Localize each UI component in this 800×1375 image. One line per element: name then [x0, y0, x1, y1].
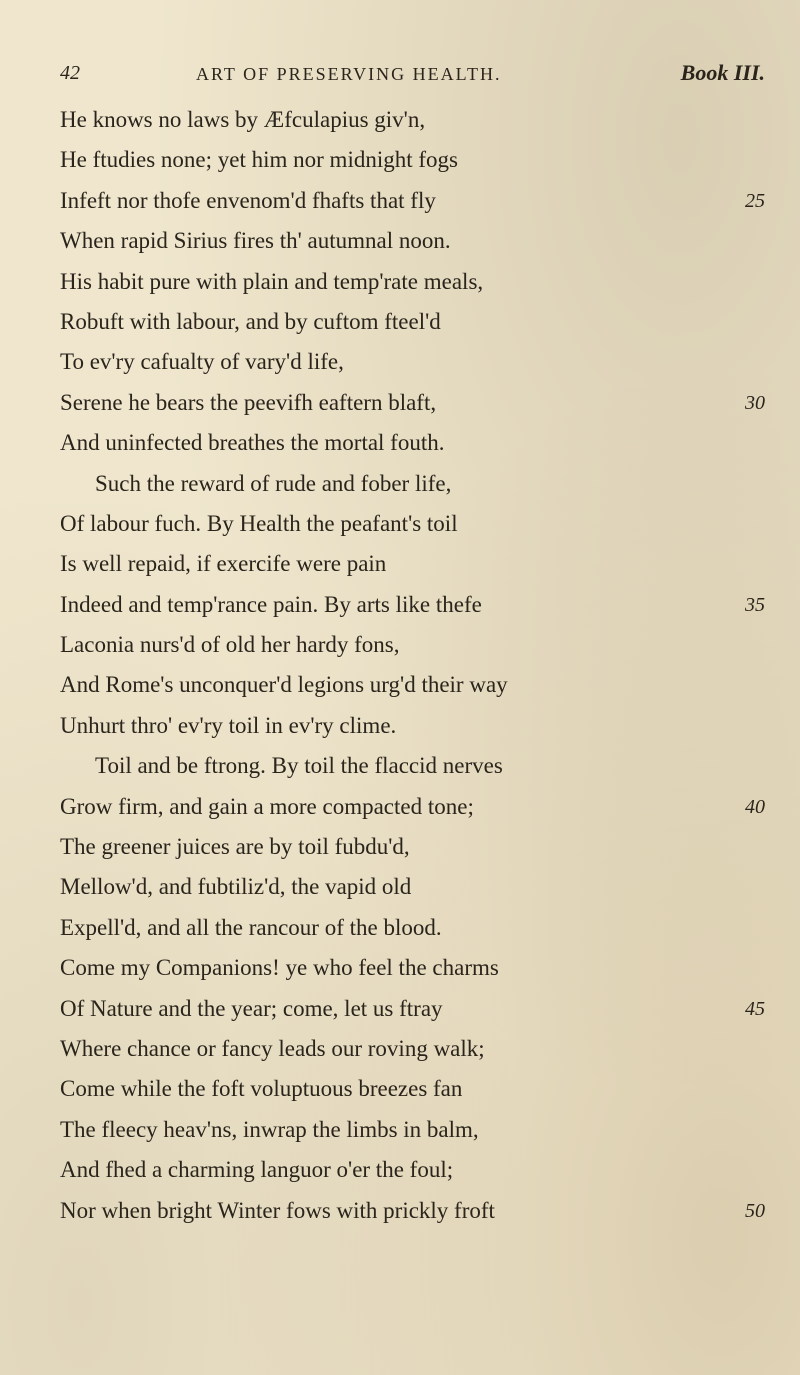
poem-line	[60, 342, 765, 382]
poem-line-text: The greener juices are by toil fubdu'd,	[60, 834, 410, 860]
poem-line-text: He ftudies none; yet him nor midnight fogs	[60, 147, 458, 173]
poem-line-text: To ev'ry cafualty of vary'd life,	[60, 349, 344, 375]
poem-line	[60, 544, 765, 584]
poem-line	[60, 1110, 765, 1150]
poem-line	[60, 746, 765, 786]
poem-line	[60, 140, 765, 180]
poem-line-text: Grow firm, and gain a more compacted tone;	[60, 793, 474, 819]
poem-line	[60, 181, 765, 221]
poem-line	[60, 989, 765, 1029]
line-number: 45	[745, 997, 765, 1020]
poem-line-text: Expell'd, and all the rancour of the blood.	[60, 914, 442, 940]
line-number: 25	[745, 189, 765, 212]
poem-line	[60, 1150, 765, 1190]
poem-line-text: And fhed a charming languor o'er the foul;	[60, 1157, 454, 1183]
poem-line	[60, 100, 765, 140]
poem-line	[60, 221, 765, 261]
page-number: 42	[60, 62, 80, 84]
poem-line	[60, 867, 765, 907]
poem-line-text: And Rome's unconquer'd legions urg'd their way	[60, 672, 508, 698]
poem-line	[60, 504, 765, 544]
poem-line	[60, 1069, 765, 1109]
poem-line-text: When rapid Sirius fires th' autumnal noon.	[60, 228, 451, 254]
poem-line-text: Infeft nor thofe envenom'd fhafts that fly	[60, 187, 436, 213]
poem-body	[60, 100, 765, 1231]
poem-line	[60, 1029, 765, 1069]
poem-line-text: He knows no laws by Æfculapius giv'n,	[60, 107, 426, 132]
poem-line-text: Nor when bright Winter fows with prickly froft	[60, 1197, 495, 1223]
poem-line-text: And uninfected breathes the mortal fouth.	[60, 430, 445, 456]
poem-line-text: His habit pure with plain and temp'rate meals,	[60, 268, 484, 294]
line-number: 35	[745, 593, 765, 616]
poem-line-text: Where chance or fancy leads our roving walk;	[60, 1035, 485, 1061]
poem-line-text: Serene he bears the peevifh eaftern blaft,	[60, 389, 437, 415]
poem-line-text: Laconia nurs'd of old her hardy fons,	[60, 632, 400, 658]
poem-line	[60, 948, 765, 988]
poem-line-text: Of labour fuch. By Health the peafant's toil	[60, 510, 458, 536]
line-number: 50	[745, 1199, 765, 1222]
poem-line-text: Is well repaid, if exercife were pain	[60, 551, 387, 577]
poem-line-text: Unhurt thro' ev'ry toil in ev'ry clime.	[60, 712, 397, 738]
poem-line-text: Robuft with labour, and by cuftom fteel'd	[60, 308, 441, 334]
poem-line	[60, 464, 765, 504]
poem-line	[60, 787, 765, 827]
poem-line-text: Such the reward of rude and fober life,	[95, 470, 452, 496]
running-title: ART OF PRESERVING HEALTH.	[196, 64, 502, 84]
book-label: Book III.	[680, 60, 765, 85]
poem-line	[60, 706, 765, 746]
poem-line	[60, 423, 765, 463]
page-header	[60, 62, 765, 92]
poem-line	[60, 908, 765, 948]
poem-line	[60, 302, 765, 342]
poem-line-text: Of Nature and the year; come, let us ftray	[60, 995, 443, 1021]
poem-line-text: Mellow'd, and fubtiliz'd, the vapid old	[60, 874, 412, 900]
poem-line-text: Indeed and temp'rance pain. By arts like thefe	[60, 591, 482, 617]
poem-line	[60, 585, 765, 625]
line-number: 30	[745, 391, 765, 414]
poem-line	[60, 625, 765, 665]
poem-line	[60, 1191, 765, 1231]
poem-line	[60, 262, 765, 302]
line-number: 40	[745, 795, 765, 818]
poem-line	[60, 383, 765, 423]
poem-line	[60, 827, 765, 867]
poem-line-text: Come my Companions! ye who feel the charms	[60, 955, 499, 981]
poem-line-text: Toil and be ftrong. By toil the flaccid nerves	[95, 753, 503, 779]
poem-line-text: Come while the foft voluptuous breezes fan	[60, 1076, 463, 1102]
poem-line-text: The fleecy heav'ns, inwrap the limbs in balm,	[60, 1116, 479, 1142]
poem-line	[60, 665, 765, 705]
